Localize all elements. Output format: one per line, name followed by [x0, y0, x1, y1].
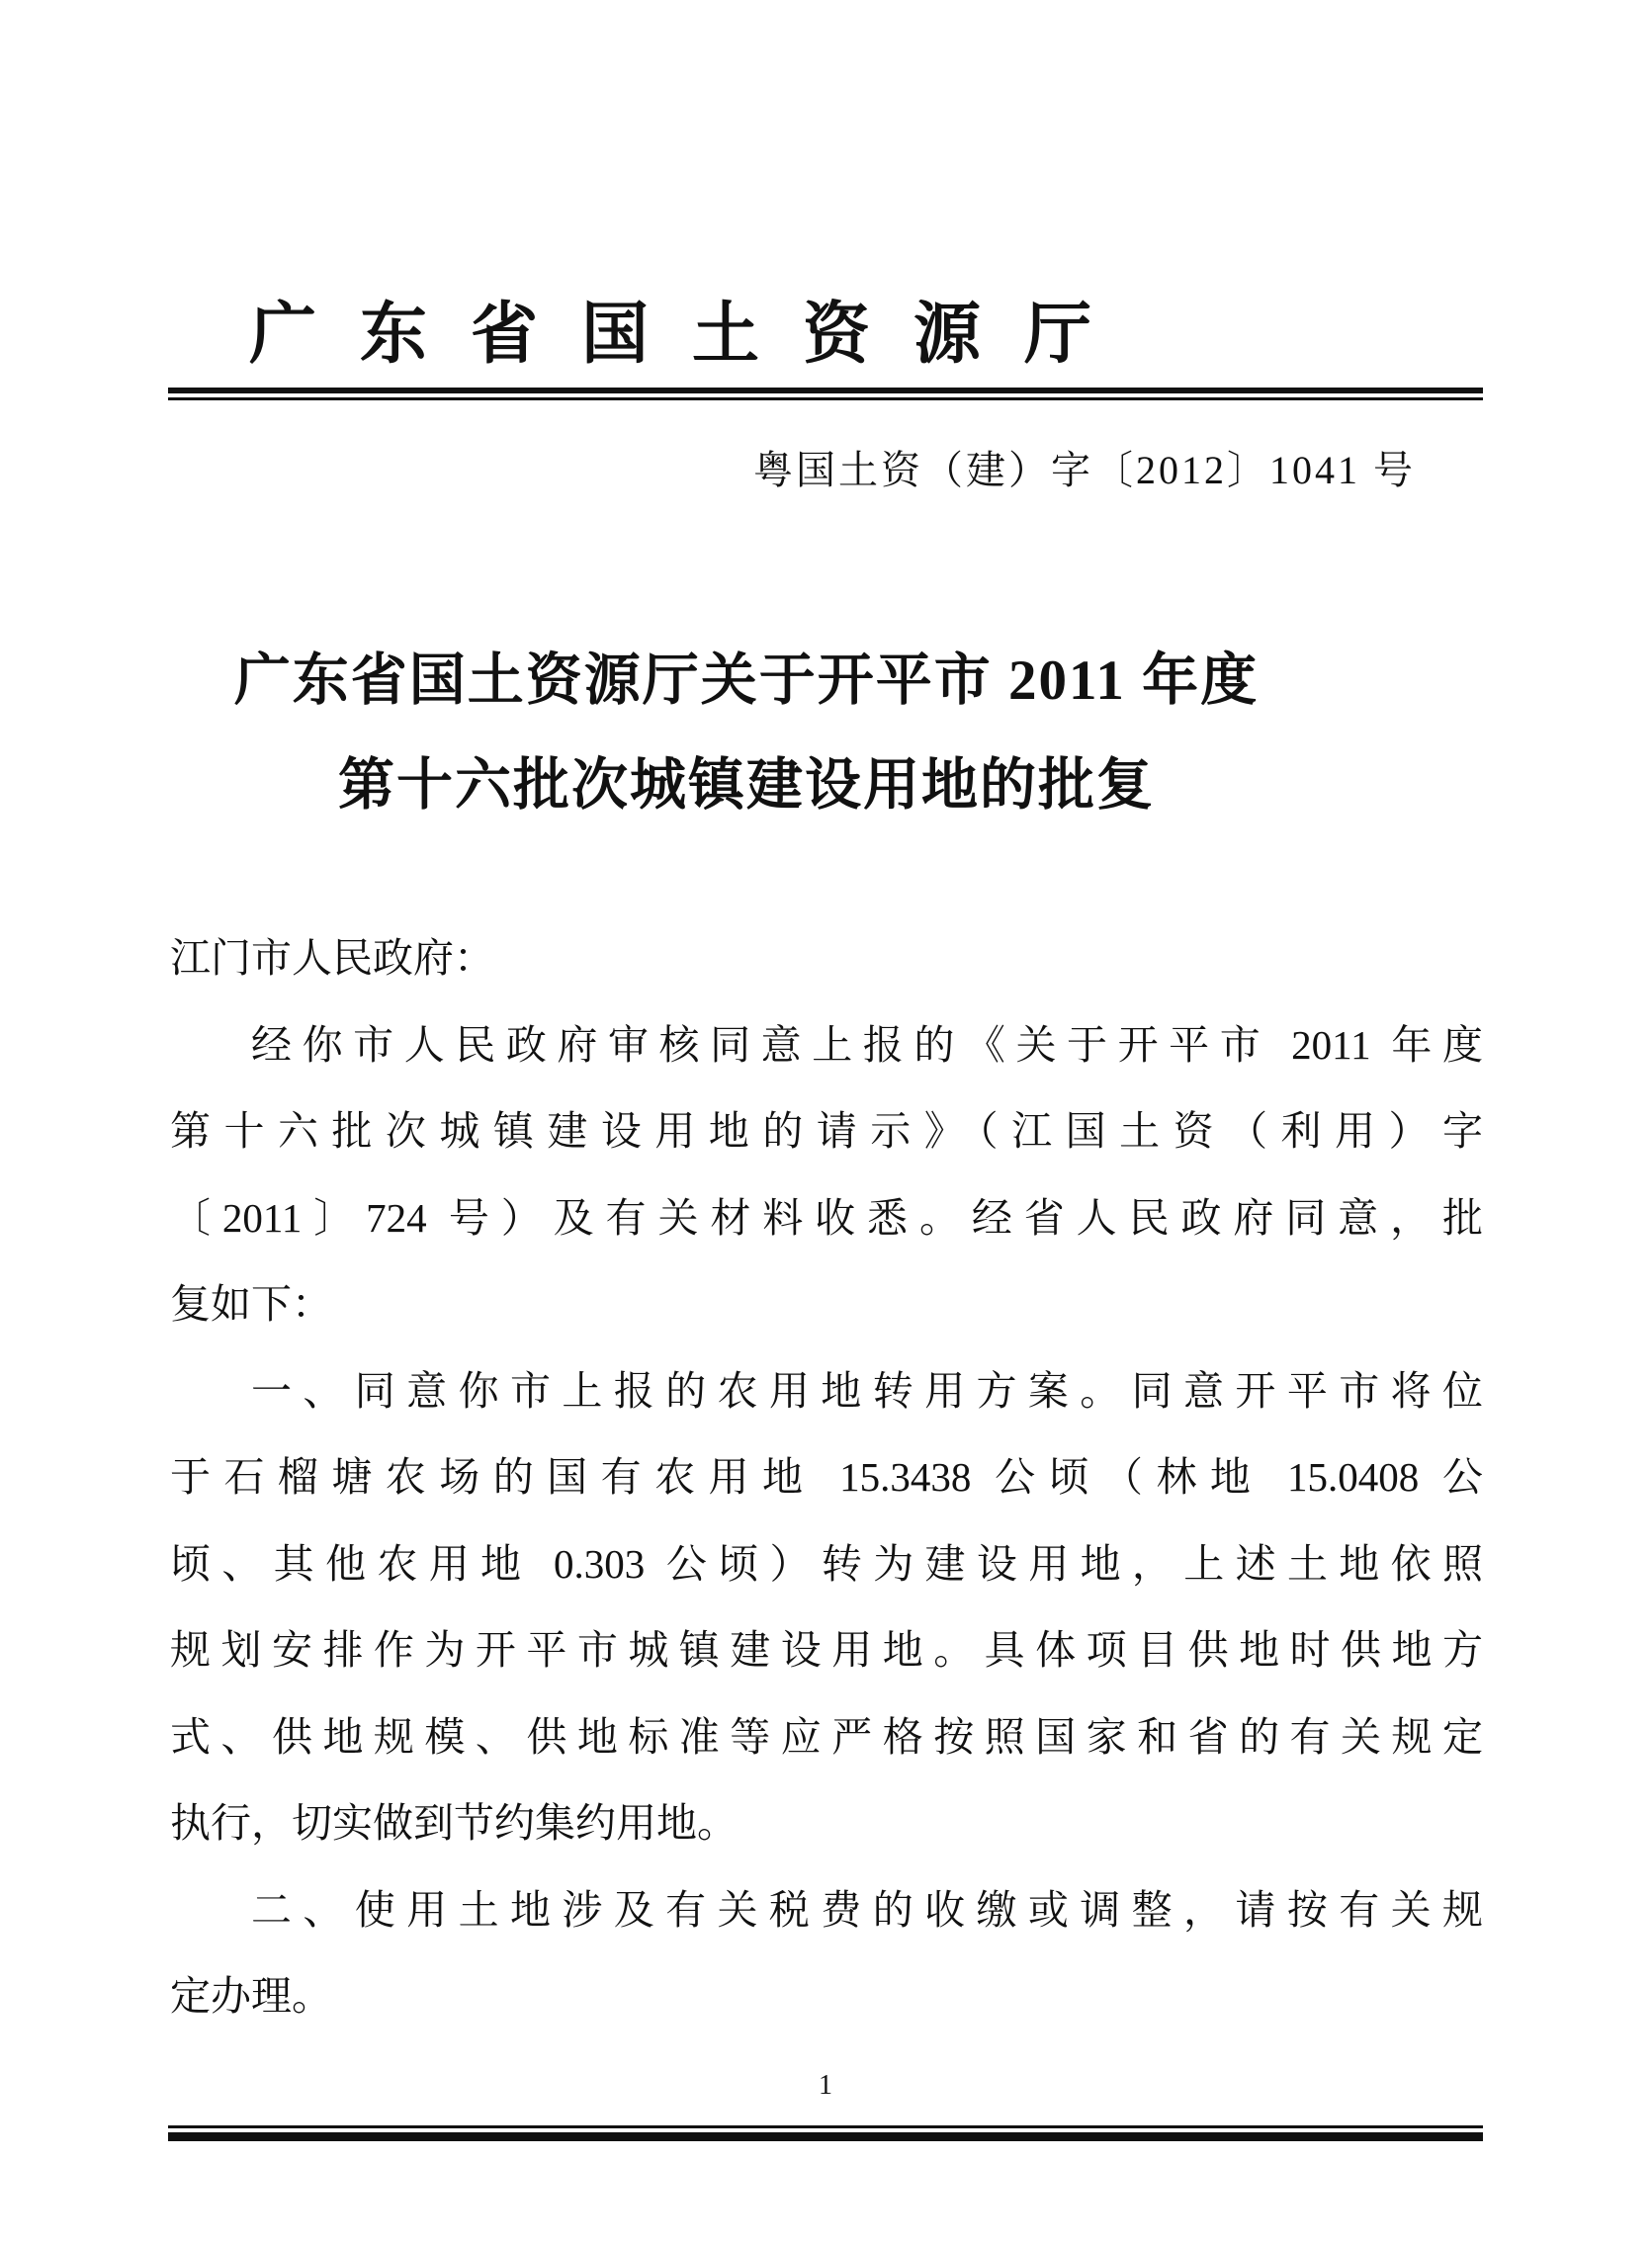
divider-thin-line	[168, 397, 1483, 400]
footer-thick-line	[168, 2132, 1483, 2141]
footer-divider	[168, 2125, 1483, 2141]
document-title	[89, 629, 1404, 838]
document-title-line-2: 第十六批次城镇建设用地的批复	[338, 754, 1155, 817]
body-line: 第十六批次城镇建设用地的请示》（江国土资（利用）字	[170, 1108, 1483, 1154]
body-line: 〔2011〕724 号）及有关材料收悉。经省人民政府同意，批	[170, 1194, 1483, 1241]
body-line: 于石榴塘农场的国有农用地 15.3438 公顷（林地 15.0408 公	[170, 1454, 1483, 1500]
body-line: 顷、其他农用地 0.303 公顷）转为建设用地，上述土地依照	[170, 1540, 1483, 1587]
body-line: 规划安排作为开平市城镇建设用地。具体项目供地时供地方	[170, 1627, 1483, 1673]
salutation: 江门市人民政府：	[170, 935, 494, 981]
body-line: 二、使用土地涉及有关税费的收缴或调整，请按有关规	[251, 1886, 1483, 1933]
body-line: 经你市人民政府审核同意上报的《关于开平市 2011 年度	[251, 1021, 1483, 1068]
body-line: 一、同意你市上报的农用地转用方案。同意开平市将位	[251, 1367, 1483, 1414]
document-body	[170, 915, 1483, 2040]
letterhead-divider	[168, 388, 1483, 400]
body-line: 复如下：	[170, 1281, 332, 1327]
body-line: 式、供地规模、供地标准等应严格按照国家和省的有关规定	[170, 1713, 1483, 1760]
body-line: 定办理。	[170, 1973, 332, 2019]
page-number: 1	[819, 2070, 832, 2101]
document-title-line-1: 广东省国土资源厅关于开平市 2011 年度	[233, 649, 1260, 712]
document-reference-number: 粤国土资（建）字〔2012〕1041 号	[753, 448, 1416, 492]
body-line: 执行，切实做到节约集约用地。	[170, 1800, 738, 1846]
agency-letterhead: 广东省国土资源厅	[248, 297, 1135, 372]
